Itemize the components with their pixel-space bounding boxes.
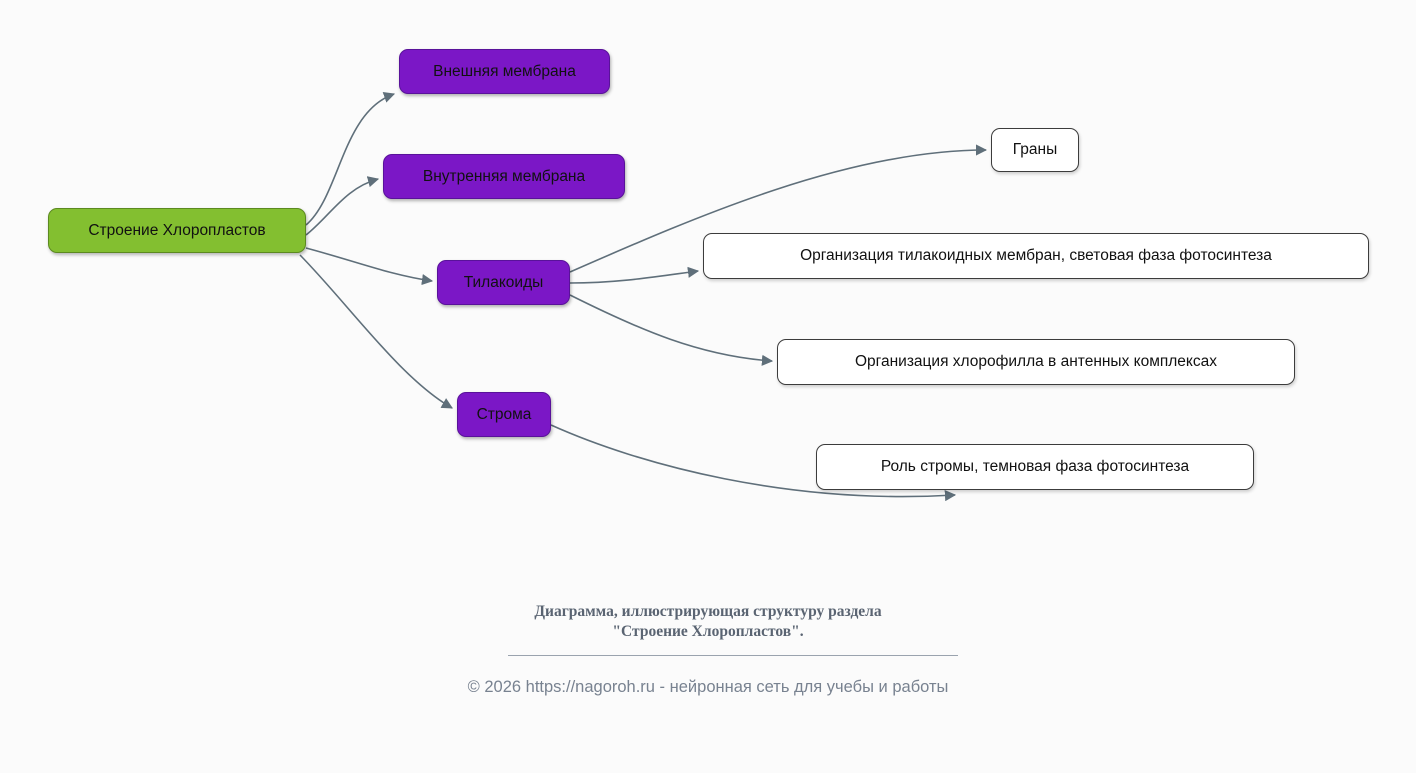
node-outer[interactable] xyxy=(399,49,610,94)
edge-thyl-to-thylmem xyxy=(570,271,698,283)
edge-root-to-outer xyxy=(306,94,394,225)
node-label: Роль стромы, темновая фаза фотосинтеза xyxy=(880,458,1190,476)
node-inner[interactable] xyxy=(383,154,625,199)
diagram-caption-line2: "Строение Хлоропластов". xyxy=(612,623,804,640)
footer-copyright: © 2026 https://nagoroh.ru - нейронная сеть для учебы и работы xyxy=(467,678,949,696)
node-thyl[interactable] xyxy=(437,260,570,305)
caption-divider xyxy=(508,655,958,656)
node-label: Граны xyxy=(1012,141,1058,159)
node-grana[interactable] xyxy=(991,128,1079,172)
node-label: Внутренняя мембрана xyxy=(422,167,586,185)
node-root[interactable] xyxy=(48,208,306,253)
node-dark[interactable] xyxy=(816,444,1254,490)
node-label: Организация хлорофилла в антенных комплексах xyxy=(855,353,1217,371)
node-chloro[interactable] xyxy=(777,339,1295,385)
node-stroma[interactable] xyxy=(457,392,551,437)
node-label: Строма xyxy=(476,405,532,423)
diagram-caption-line1: Диаграмма, иллюстрирующая структуру раздела xyxy=(534,603,882,620)
edge-root-to-inner xyxy=(306,179,378,235)
node-label: Строение Хлоропластов xyxy=(88,221,266,239)
edge-root-to-stroma xyxy=(300,255,452,408)
edge-root-to-thyl xyxy=(306,248,432,281)
node-label: Внешняя мембрана xyxy=(433,62,576,80)
node-thylmem[interactable] xyxy=(703,233,1369,279)
edge-thyl-to-chloro xyxy=(570,295,772,361)
node-label: Тилакоиды xyxy=(463,273,544,291)
node-label: Организация тилакоидных мембран, световая фаза фотосинтеза xyxy=(800,247,1272,265)
